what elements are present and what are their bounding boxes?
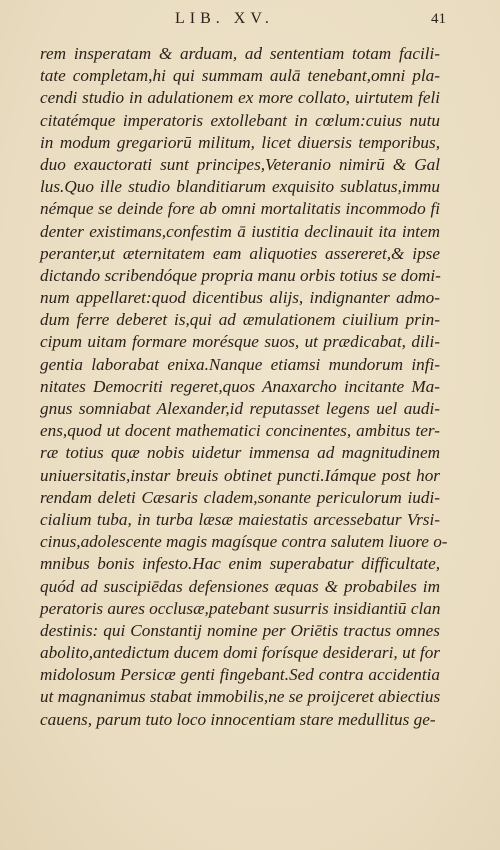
text-line: peratoris aures occlusæ,patebant susurris insidiantiū clan — [40, 598, 441, 618]
text-line: nitates Democriti regeret,quos Anaxarcho incitante Ma- — [40, 376, 440, 396]
text-line: gentia laborabat enixa.Nanque etiamsi mundorum infi- — [40, 354, 440, 374]
text-line: rendam deleti Cæsaris cladem,sonante periculorum iudi- — [40, 487, 440, 507]
text-line: dictando scribendóque propria manu orbis totius se domi- — [40, 265, 441, 285]
text-line: cialium tuba, in turba læsæ maiestatis arcessebatur Vrsi- — [40, 509, 440, 529]
text-line: dum ferre deberet is,qui ad æmulationem ciuilium prin- — [40, 310, 440, 330]
text-line: uniuersitatis,instar breuis obtinet puncti.Iámque post hor — [40, 465, 440, 485]
text-line: num appellaret:quod dicentibus alijs, indignanter admo- — [40, 288, 440, 308]
text-line: ræ totius quæ nobis uidetur immensa ad magnitudinem — [40, 443, 440, 463]
text-line: gnus somniabat Alexander,id reputasset legens uel audi- — [40, 399, 440, 418]
text-line: cipum uitam formare morésque suos, ut prædicabat, dili- — [40, 332, 440, 352]
text-line: rem insperatam & arduam, ad sententiam totam facili- — [40, 44, 440, 63]
text-line: ens,quod ut docent mathematici concinentes, ambitus ter- — [40, 421, 440, 441]
text-line: cinus,adolescente magis magísque contra salutem liuore o- — [40, 532, 448, 552]
text-line: cendi studio in adulationem ex more collato, uirtutem feli — [40, 88, 440, 108]
body-text — [40, 43, 448, 731]
text-line: ut magnanimus stabat immobilis,ne se proijceret abiectius — [40, 687, 441, 707]
running-head — [0, 6, 500, 32]
text-line: denter existimans,confestim ā iustitia declinauit ita intem — [40, 221, 440, 241]
text-line: cauens, parum tuto loco innocentiam stare medullitus ge- — [40, 709, 436, 729]
page-number: 41 — [431, 11, 446, 27]
text-line: in modum gregariorū militum, licet diuersis temporibus, — [40, 132, 440, 152]
text-line: lus.Quo ille studio blanditiarum exquisito sublatus,immu — [40, 177, 440, 197]
text-line: mnibus bonis infesto.Hac enim superabatur difficultate, — [40, 554, 440, 574]
text-line: quód ad suscipiēdas defensiones æquas & probabiles im — [40, 576, 440, 596]
text-line: citatémque imperatoris extollebant in cœlum:cuius nutu — [40, 110, 440, 130]
text-line: midolosum Persicæ genti fingebant.Sed contra accidentia — [40, 665, 440, 685]
text-line: némque se deinde fore ab omni mortalitatis incommodo fi — [40, 199, 440, 219]
text-line: abolito,antedictum ducem domi forísque desiderari, ut for — [40, 643, 440, 663]
text-line: duo exauctorati sunt principes,Veteranio nimirū & Gal — [40, 154, 440, 174]
running-title: LIB. XV. — [175, 10, 274, 27]
text-line: tate completam,hi qui summam aulā tenebant,omni pla- — [40, 66, 440, 86]
text-line: destinis: qui Constantij nomine per Oriētis tractus omnes — [40, 620, 440, 640]
text-line: peranter,ut æternitatem eam aliquoties assereret,& ipse — [40, 243, 440, 263]
